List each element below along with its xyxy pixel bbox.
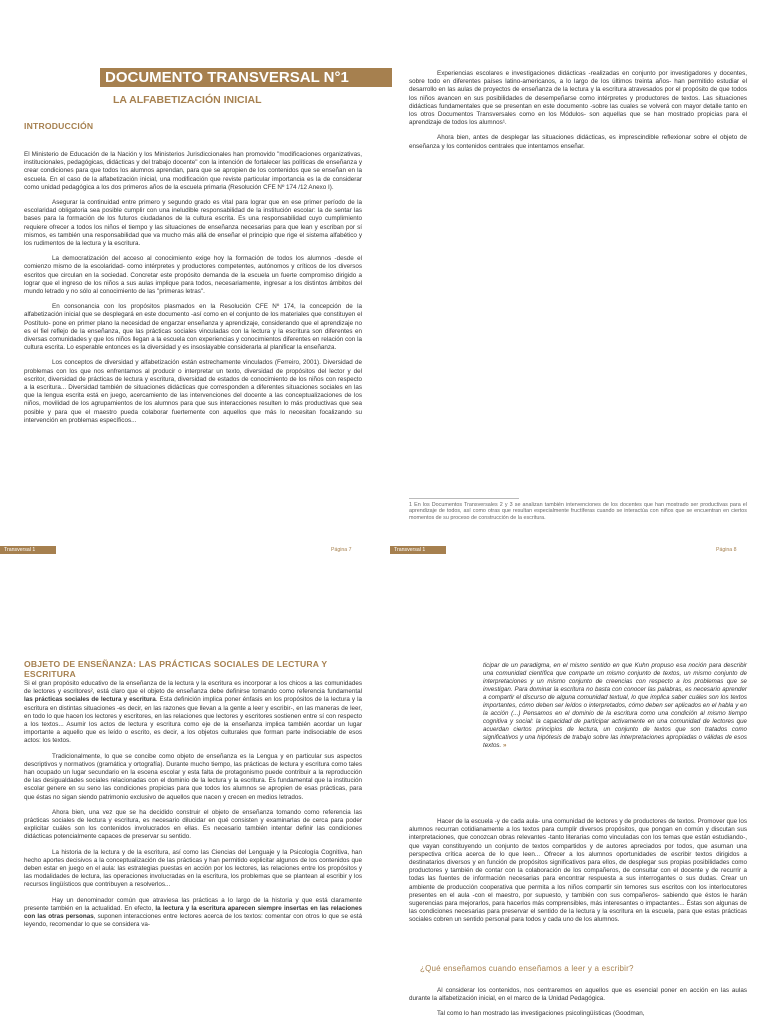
- paragraph: Hacer de la escuela -y de cada aula- una comunidad de lectores y de productores de textos. Promover que los alumnos recurran cotidianamente a los textos para cumplir diversos propósitos, que pongan en común y discutan sus interpretaciones, que conozcan obras relevantes -tanto literarias como vinculadas con los temas que están estudiando-, que vayan constituyendo un conjunto de textos compartidos y de autores apreciados por todos, que asuman una perspectiva crítica acerca de lo que leen... Ofrecer a los alumnos oportunidades de escribir textos dirigidos a destinatarios diversos y en función de propósitos significativos para ellos, de desplegar sus propias posibilidades como productores y también de contar con la colaboración de los compañeros, de consultar con el docente y de recurrir a todas las fuentes de información necesarias para encontrar respuesta a sus interrogantes o sus dudas. Crear un ambiente de producción cooperativa que permita a los niños compartir sin temores sus escritos con los interlocutores presentes en el aula -con el maestro, por supuesto, y también con sus compañeros- sabiendo que éstos le harán sugerencias para mejorarlos, para hacerlos más comprensibles, más interesantes o impactantes... Éstas son algunas de las condiciones necesarias para preservar el sentido de la lectura y la escritura en la escuela, para que estas prácticas sociales cobren un sentido personal para todos y cada uno de los alumnos.: [409, 818, 747, 924]
- right-column-2-bottom: [409, 987, 747, 1026]
- emphasis: las prácticas sociales de lectura y escritura: [24, 696, 156, 704]
- footer-section-tag: Transversal 1: [0, 546, 56, 554]
- text: , suponen interacciones entre lectores acerca de los textos: comentar con otros lo que se está leyendo, recomendar lo que se considera va-: [24, 913, 362, 929]
- paragraph: El Ministerio de Educación de la Nación y los Ministerios Jurisdiccionales han promovido "modificaciones organizativas, institucionales, pedagógicas, didácticas y del trabajo docente" con la intención de fortalecer las políticas de enseñanza y crear condiciones para que todos los alumnos aprendan, para que se apropien de los contenidos que se enseñan en la escuela. En el caso de la alfabetización inicial, una modificación que reviste particular importancia es la de considerar como unidad pedagógica a los dos primeros años de la escuela primaria (Resolución CFE Nº 174 /12 Anexo I).: [24, 151, 362, 191]
- paragraph: Experiencias escolares e investigaciones didácticas -realizadas en conjunto por investigadores y docentes, sobre todo en diferentes países latino-americanos, a lo largo de los últimos treinta años- han permitido estudiar el desarrollo en las aulas de proyectos de enseñanza de la lectura y la escritura atravesados por el propósito de que todos los niños avancen en sus posibilidades de desempeñarse como intérpretes y productores de textos. Las situaciones didácticas fundamentales que se presentan en este documento -sobre las cuales se volverá con mayor detalle tanto en los otros Documentos Transversales como en los Módulos- son aquellas que se han mostrado propicias para el aprendizaje de todos los alumnos¹.: [409, 70, 747, 127]
- text: Hay un denominador común que atraviesa las prácticas a lo largo de la historia y que está claramente presente también en la actualidad. En efecto,: [24, 896, 362, 912]
- section-heading: OBJETO DE ENSEÑANZA: LAS PRÁCTICAS SOCIALES DE LECTURA Y ESCRITURA: [24, 659, 328, 679]
- paragraph: La historia de la lectura y de la escritura, así como las Ciencias del Lenguaje y la Psicología Cognitiva, han hecho aportes decisivos a la conceptualización de las prácticas y han permitido explicitar algunos de los contenidos que deben estar en juego en el aula: las estrategias puestas en acción por los lectores, las relaciones entre los propósitos y las modalidades de lectura, las operaciones involucradas en la escritura, los problemas que se plantean al escribir y los recursos lingüísticos que contribuyen a resolverlos...: [24, 848, 362, 889]
- document-banner: DOCUMENTO TRANSVERSAL N°1: [100, 68, 392, 87]
- left-column-2: [24, 680, 362, 936]
- quote-end-icon: »: [502, 742, 507, 749]
- text: Si el gran propósito educativo de la enseñanza de la lectura y la escritura es incorporar a los chicos a las comunidades de lectores y escritores², está claro que el objeto de enseñanza debe definirse tomando como referencia fundamental: [24, 680, 362, 696]
- paragraph: Los conceptos de diversidad y alfabetización están estrechamente vinculados (Ferreiro, 2001). Diversidad de problemas con los que nos enfrentamos al producir o interpretar un texto, diversidad de propósitos del lector y del escritor, diversidad de prácticas de lectura y escritura, diversidad de estados de conocimiento de los niños con respecto a la escritura... Diversidad también de situaciones didácticas que corresponden a diferentes situaciones sociales en las que la lengua escrita está en juego, acercamiento de las intervenciones del docente a las conceptualizaciones de los niños, movilidad de los agrupamientos de los alumnos para que sus interacciones resulten lo más productivas que sea posible y para que el maestro pueda colaborar fuertemente con aquellos que más lo necesitan focalizando su intervención en problemas específicos...: [24, 359, 362, 424]
- quote-text: ticipar de un paradigma, en el mismo sentido en que Kuhn propuso esa noción para describir una comunidad científica que comparte un mismo conjunto de textos, un mismo conjunto de interpretaciones y un mismo conjunto de creencias con respecto a los problemas que se investigan. Para dominar la escritura no basta con conocer las palabras, es necesario aprender a compartir el discurso de alguna comunidad textual, lo que implica saber cuáles son los textos importantes, cómo deben ser leídos o interpretados, cómo deben ser aplicados en el habla y en la acción (...) Pensamos en el dominio de la escritura como una condición al mismo tiempo cognitiva y social: la capacidad de participar activamente en una comunidad de lectores que acuerdan ciertos principios de lectura, un conjunto de textos que son tratados como significativos y una hipótesis de trabajo sobre las interpretaciones apropiadas o válidas de esos textos.: [483, 662, 747, 749]
- page-number: Página 7: [331, 547, 352, 553]
- paragraph: Tal como lo han mostrado las investigaciones psicolingüísticas (Goodman,: [437, 1010, 645, 1018]
- text: . Esta definición implica poner énfasis en los propósitos de la lectura y la escritura en distintas situaciones -es decir, en las razones que llevan a la gente a leer y escribir-, en las maneras de leer, en todo lo que hacen los lectores y escritores, en las relaciones que lectores y escritores sostienen entre sí con respecto a los textos... Asumir los actos de lectura y escritura como eje de la enseñanza implica también acordar un lugar importante a aquello que es leído o escrito, es decir, a los objetos culturales que forman parte indisociable de esos actos: los textos.: [24, 696, 362, 745]
- footer-section-tag: Transversal 1: [390, 546, 446, 554]
- document-subtitle: LA ALFABETIZACIÓN INICIAL: [113, 94, 262, 106]
- paragraph: Ahora bien, una vez que se ha decidido construir el objeto de enseñanza tomando como referencia las prácticas sociales de lectura y escritura, es necesario dilucidar en qué consisten y examinarlas de cerca para poder explicitar cuáles son los contenidos involucrados en ellas. Es necesario también intentar definir las condiciones didácticas potencialmente capaces de preservar su sentido.: [24, 808, 362, 841]
- intro-heading: INTRODUCCIÓN: [24, 121, 94, 131]
- quote-block: [483, 662, 747, 750]
- paragraph: Asegurar la continuidad entre primero y segundo grado es vital para lograr que en ese primer período de la escolaridad obligatoria sea posible cumplir con una ineludible responsabilidad de la institución escolar: la de sentar las bases para la formación de los futuros ciudadanos de la cultura escrita. Es una responsabilidad cuyo cumplimiento requiere ofrecer a todos los niños el tiempo y las situaciones de enseñanza necesarias para que lean y escriban por sí mismos, es también una responsabilidad que va mucho más allá de enseñar el principio que rige el sistema alfabético y los rudimentos de la lectura y la escritura.: [24, 199, 362, 248]
- paragraph: Tradicionalmente, lo que se concibe como objeto de enseñanza es la Lengua y en particular sus aspectos descriptivos y normativos (gramática y ortografía). Durante mucho tiempo, las prácticas de lectura y escritura como tales han ocupado un lugar secundario en la escena escolar y esta falta de protagonismo puede contribuir a la reproducción de las desigualdades sociales relacionadas con el dominio de la lectura y la escritura. Es fundamental que la institución escolar genere en su seno las condiciones propicias para que todos los alumnos se apropien de esas prácticas, para que éstas no sigan siendo patrimonio exclusivo de aquellos que nacen y crecen en medios letrados.: [24, 752, 362, 801]
- paragraph: [24, 680, 362, 746]
- paragraph: Al considerar los contenidos, nos centraremos en aquellos que es esencial poner en acción en las aulas durante la alfabetización inicial, en el marco de la Unidad Pedagógica.: [409, 987, 747, 1003]
- paragraph: Ahora bien, antes de desplegar las situaciones didácticas, es imprescindible reflexionar sobre el objeto de enseñanza y los contenidos centrales que intentamos enseñar.: [409, 134, 747, 150]
- paragraph: En consonancia con los propósitos plasmados en la Resolución CFE Nº 174, la concepción de la alfabetización inicial que se desplegará en este documento -así como en el conjunto de los materiales que constituyen el Postítulo- pone en primer plano la necesidad de engarzar enseñanza y aprendizaje, considerando que el aprendizaje no es el fiel reflejo de la enseñanza, que las prácticas sociales vinculadas con la lectura y la escritura son diferentes en diversas comunidades y que los niños llegan a la escuela con experiencias y conocimientos diferentes en relación con la cultura escrita. Lo esperable entonces es la diversidad y es insoslayable considerarla al planificar la enseñanza.: [24, 303, 362, 352]
- subheading: ¿Qué enseñamos cuando enseñamos a leer y a escribir?: [420, 964, 634, 973]
- page-number: Página 8: [716, 547, 737, 553]
- paragraph: La democratización del acceso al conocimiento exige hoy la formación de todos los alumnos -desde el comienzo mismo de la escolaridad- como intérpretes y productores competentes, autónomos y críticos de los diversos escritos que circulan en la sociedad. Concretar este propósito demanda de la escuela un fuerte compromiso dirigido a lograr que el ingreso de los niños a sus aulas implique para todos, necesariamente, ingresar a los distintos ámbitos del mundo letrado y no sólo al conocimiento de las "primeras letras".: [24, 255, 362, 296]
- footnote: 1 En los Documentos Transversales 2 y 3 se analizan también intervenciones de los docentes que han mostrado ser productivas para el aprendizaje de todos, así como otras que resultan especialmente fructíferas cuando se interactúa con niños que se encuentran en ciertos momentos de su proceso de construcción de la escritura.: [409, 502, 747, 521]
- paragraph: [24, 897, 362, 930]
- right-column-2: [409, 818, 747, 932]
- emphasis: la lectura y la escritura aparecen siempre insertas en las relaciones con las otras personas: [24, 904, 363, 921]
